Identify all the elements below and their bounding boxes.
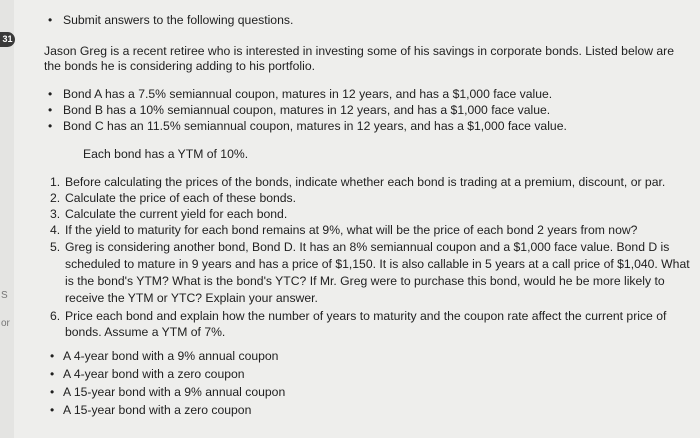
ytm-note: Each bond has a YTM of 10%. — [83, 147, 249, 161]
bullet-dot: • — [48, 119, 53, 133]
header-instruction: Submit answers to the following questions. — [63, 13, 294, 27]
question-text: is the bond's YTM? What is the bond's YTC? If Mr. Greg were to purchase this bond, would he be more likely to — [65, 274, 665, 288]
question-number: 3. — [50, 207, 61, 221]
intro-line: the bonds he is considering adding to his portfolio. — [44, 59, 316, 73]
sub-bullet-item: A 15-year bond with a 9% annual coupon — [63, 385, 286, 399]
page-number-badge: 31 — [0, 32, 15, 47]
intro-line: Jason Greg is a recent retiree who is interested in investing some of his savings in corporate bonds. Listed below are — [44, 44, 675, 58]
bond-item: Bond A has a 7.5% semiannual coupon, matures in 12 years, and has a $1,000 face value. — [63, 87, 553, 101]
question-text: Before calculating the prices of the bonds, indicate whether each bond is trading at a premium, discount, or par. — [65, 175, 666, 189]
question-number: 1. — [50, 175, 61, 189]
margin-label: S — [1, 290, 8, 301]
sub-bullet-item: A 4-year bond with a zero coupon — [63, 367, 245, 381]
bullet-dot: • — [50, 349, 55, 363]
bond-item: Bond C has an 11.5% semiannual coupon, matures in 12 years, and has a $1,000 face value. — [63, 119, 567, 133]
question-text: Calculate the price of each of these bonds. — [65, 191, 297, 205]
bullet-dot: • — [48, 13, 53, 27]
question-number: 6. — [50, 309, 61, 323]
question-text: Calculate the current yield for each bond. — [65, 207, 288, 221]
question-text: scheduled to mature in 9 years and has a price of $1,150. It is also callable in 5 years at a call price of $1,040. What — [65, 257, 690, 271]
bond-item: Bond B has a 10% semiannual coupon, matures in 12 years, and has a $1,000 face value. — [63, 103, 551, 117]
bullet-dot: • — [50, 385, 55, 399]
question-number: 2. — [50, 191, 61, 205]
question-number: 4. — [50, 223, 61, 237]
question-text: Greg is considering another bond, Bond D. It has an 8% semiannual coupon and a $1,000 face value. Bond D is — [65, 240, 670, 254]
question-text: If the yield to maturity for each bond remains at 9%, what will be the price of each bond 2 years from now? — [65, 223, 638, 237]
margin-label: or — [1, 318, 10, 329]
question-number: 5. — [50, 240, 61, 254]
sub-bullet-item: A 4-year bond with a 9% annual coupon — [63, 349, 279, 363]
question-text: Price each bond and explain how the number of years to maturity and the coupon rate affect the current price of — [65, 309, 667, 323]
question-text: bonds. Assume a YTM of 7%. — [65, 325, 226, 339]
bullet-dot: • — [50, 403, 55, 417]
question-text: receive the YTM or YTC? Explain your answer. — [65, 291, 318, 305]
sub-bullet-item: A 15-year bond with a zero coupon — [63, 403, 252, 417]
bullet-dot: • — [48, 87, 53, 101]
bullet-dot: • — [48, 103, 53, 117]
bullet-dot: • — [50, 367, 55, 381]
